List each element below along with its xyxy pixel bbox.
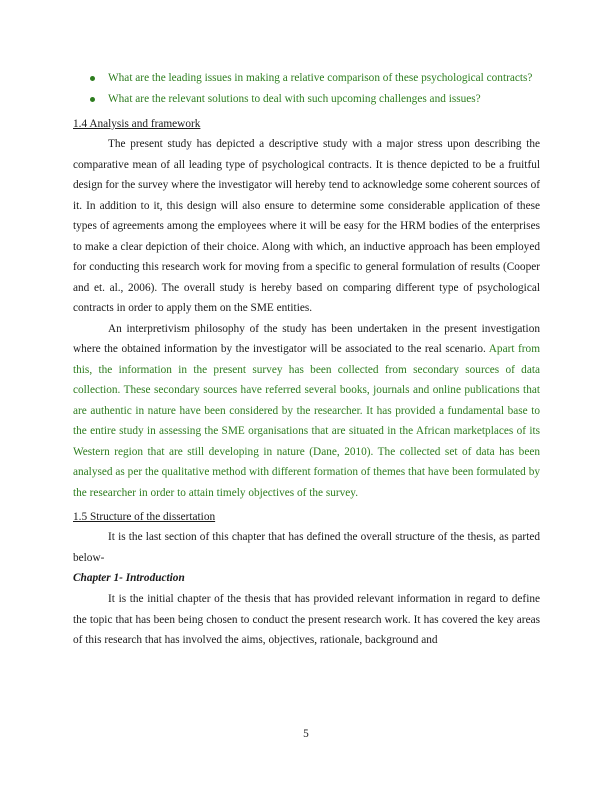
paragraph: The present study has depicted a descriptive study with a major stress upon describing the comparative mean of all leading type of psychological contracts. It is thence depicted to be a fruitful design for the survey where the investigator will hereby tend to acknowledge some coherent sources of it. In addition to it, this design will also ensure to determine some considerable application of these types of agreements among the employees where it will be easy for the HRM bodies of the enterprises to make a clear depiction of their choice. Along with which, an inductive approach has been employed for conducting this research work for moving from a specific to general formulation of results (Cooper and et. al., 2006). The overall study is hereby based on comparing different type of psychological contracts in order to apply them on the SME entities. (73, 138, 540, 314)
bullet-icon (90, 76, 95, 81)
research-questions-list (73, 68, 540, 110)
section-heading-structure: 1.5 Structure of the dissertation (73, 511, 216, 523)
highlighted-text: Apart from this, the information in the present survey has been collected from secondary sources of data collection. These secondary sources have referred several books, journals and online publications that are authentic in nature have been considered by the researcher. It has provided a fundamental base to the entire study in assessing the SME organisations that are situated in the African marketplaces of its Western region that are still developing in nature (Dane, 2010). The collected set of data has been analysed as per the qualitative method with different formation of themes that have been formulated by the researcher in order to attain timely objectives of the survey. (73, 343, 540, 499)
page-number: 5 (303, 728, 309, 740)
paragraph: It is the last section of this chapter that has defined the overall structure of the thesis, as parted below- (73, 531, 540, 564)
list-item: What are the relevant solutions to deal with such upcoming challenges and issues? (73, 89, 540, 110)
document-page (73, 68, 540, 651)
paragraph: It is the initial chapter of the thesis that has provided relevant information in regard to define the topic that has been being chosen to conduct the present research work. It has covered the key areas of this research that has involved the aims, objectives, rationale, background and (73, 593, 540, 646)
chapter-title: Chapter 1- Introduction (73, 572, 185, 584)
list-item: What are the leading issues in making a relative comparison of these psychological contracts? (73, 68, 540, 89)
paragraph: An interpretivism philosophy of the study has been undertaken in the present investigation where the obtained information by the investigator will be associated to the real scenario. Apart from this, the information in the present survey has been collected from secondary sources of data collection. These secondary sources have referred several books, journals and online publications that are authentic in nature have been considered by the researcher. It has provided a fundamental base to the entire study in assessing the SME organisations that are situated in the African marketplaces of its Western region that are still developing in nature (Dane, 2010). The collected set of data has been analysed as per the qualitative method with different formation of themes that have been formulated by the researcher in order to attain timely objectives of the survey. (73, 322, 540, 499)
section-heading-analysis: 1.4 Analysis and framework (73, 118, 201, 130)
bullet-icon (90, 97, 95, 102)
